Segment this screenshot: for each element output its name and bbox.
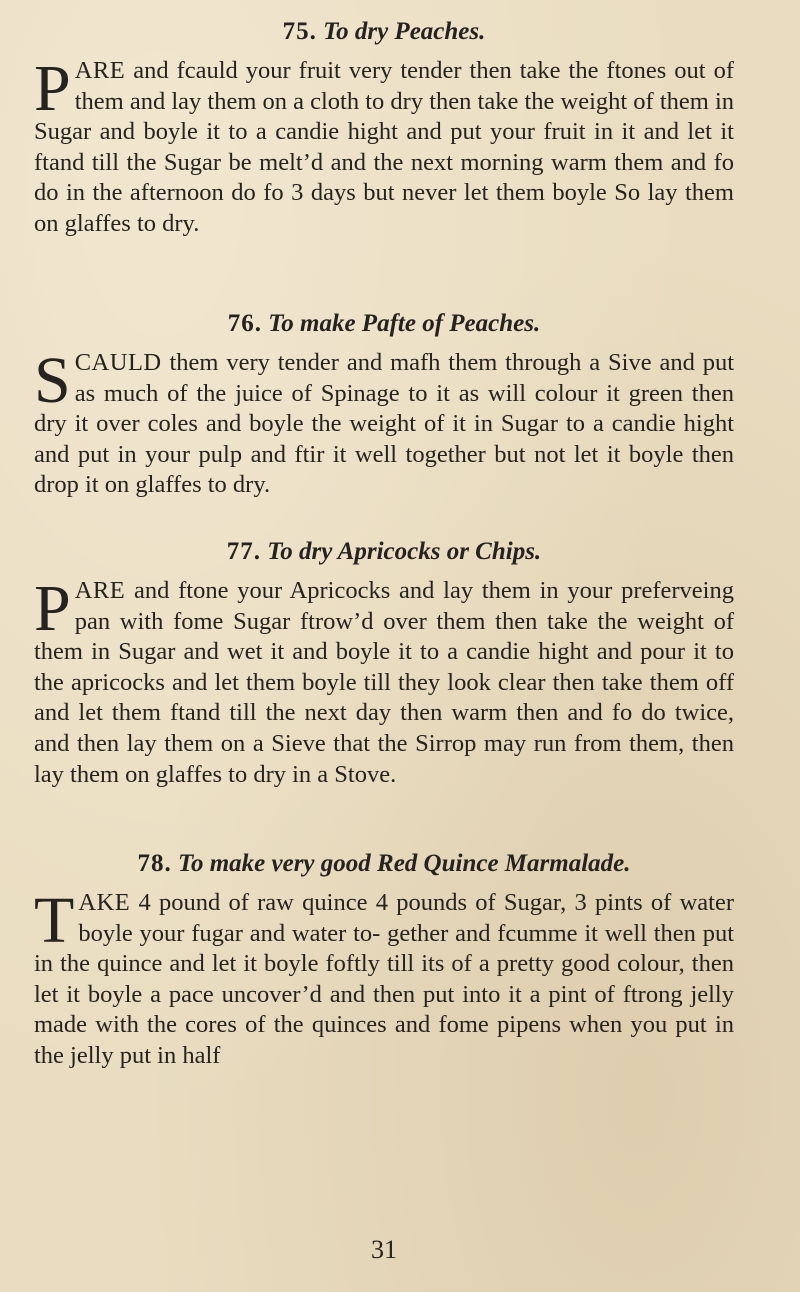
recipe-heading — [34, 16, 734, 48]
recipe-heading — [34, 308, 734, 340]
recipe-75 — [34, 16, 734, 240]
book-page — [34, 16, 734, 1276]
recipe-title: To make very good Red Quince Marmalade. — [177, 850, 631, 877]
drop-cap: P — [34, 52, 71, 125]
recipe-heading — [34, 536, 734, 568]
recipe-heading — [34, 848, 734, 880]
drop-cap: P — [34, 572, 71, 645]
recipe-body — [34, 572, 734, 790]
recipe-lead-word: ARE — [74, 57, 126, 84]
recipe-title: To dry Peaches. — [323, 18, 486, 45]
recipe-text: them very tender and mafh them through a Sive and put as much of the juice of Spinage to it as will colour it green then dry it over coles and boyle the weight of it in Sugar to a candie hight and put in your pulp and ftir it well together but not let it boyle then drop it on glaffes to dry. — [34, 349, 734, 499]
recipe-78 — [34, 848, 734, 1072]
drop-cap: S — [34, 344, 71, 417]
recipe-body — [34, 344, 734, 501]
recipe-number: 78. — [137, 850, 172, 877]
recipe-body — [34, 52, 735, 240]
recipe-lead-word: ARE — [74, 577, 126, 604]
recipe-76 — [34, 308, 734, 501]
recipe-title: To dry Apricocks or Chips. — [267, 538, 542, 565]
recipe-lead-word: CAULD — [74, 349, 162, 376]
drop-cap: T — [34, 884, 75, 957]
recipe-lead-word: AKE — [78, 889, 131, 916]
recipe-77 — [34, 536, 734, 790]
page-number: 31 — [371, 1235, 397, 1264]
recipe-number: 76. — [227, 310, 263, 337]
recipe-number: 77. — [226, 538, 262, 565]
recipe-body — [34, 884, 734, 1072]
recipe-text: and fcauld your fruit very tender then take the ftones out of them and lay them on a cloth to dry then take the weight of them in Sugar and boyle it to a candie hight and put your fruit in it and let it ftand till the Sugar be melt’d and the next morning warm them and fo do in the afternoon do fo 3 days but never let them boyle So lay them on glaffes to dry. — [34, 57, 735, 237]
recipe-text: and ftone your Apricocks and lay them in your preferveing pan with fome Sugar ftrow’d over them then take the weight of them in Sugar and wet it and boyle it to a candie hight and pour it to the apricocks and let them boyle till they look clear then take them off and let them ftand till the next day then warm then and fo do twice, and then lay them on a Sieve that the Sirrop may run from them, then lay them on glaffes to dry in a Stove. — [34, 577, 734, 788]
recipe-text: 4 pound of raw quince 4 pounds of Sugar, 3 pints of water boyle your fugar and water to- gether and fcumme it well then put in the quince and let it boyle foftly till its of a pretty good colour, then let it boyle a pace uncover’d and then put into it a pint of ftrong jelly made with the cores of the quinces and fome pipens when you put in the jelly put in half — [34, 889, 734, 1069]
recipe-number: 75. — [282, 18, 317, 45]
recipe-title: To make Pafte of Peaches. — [268, 310, 541, 337]
